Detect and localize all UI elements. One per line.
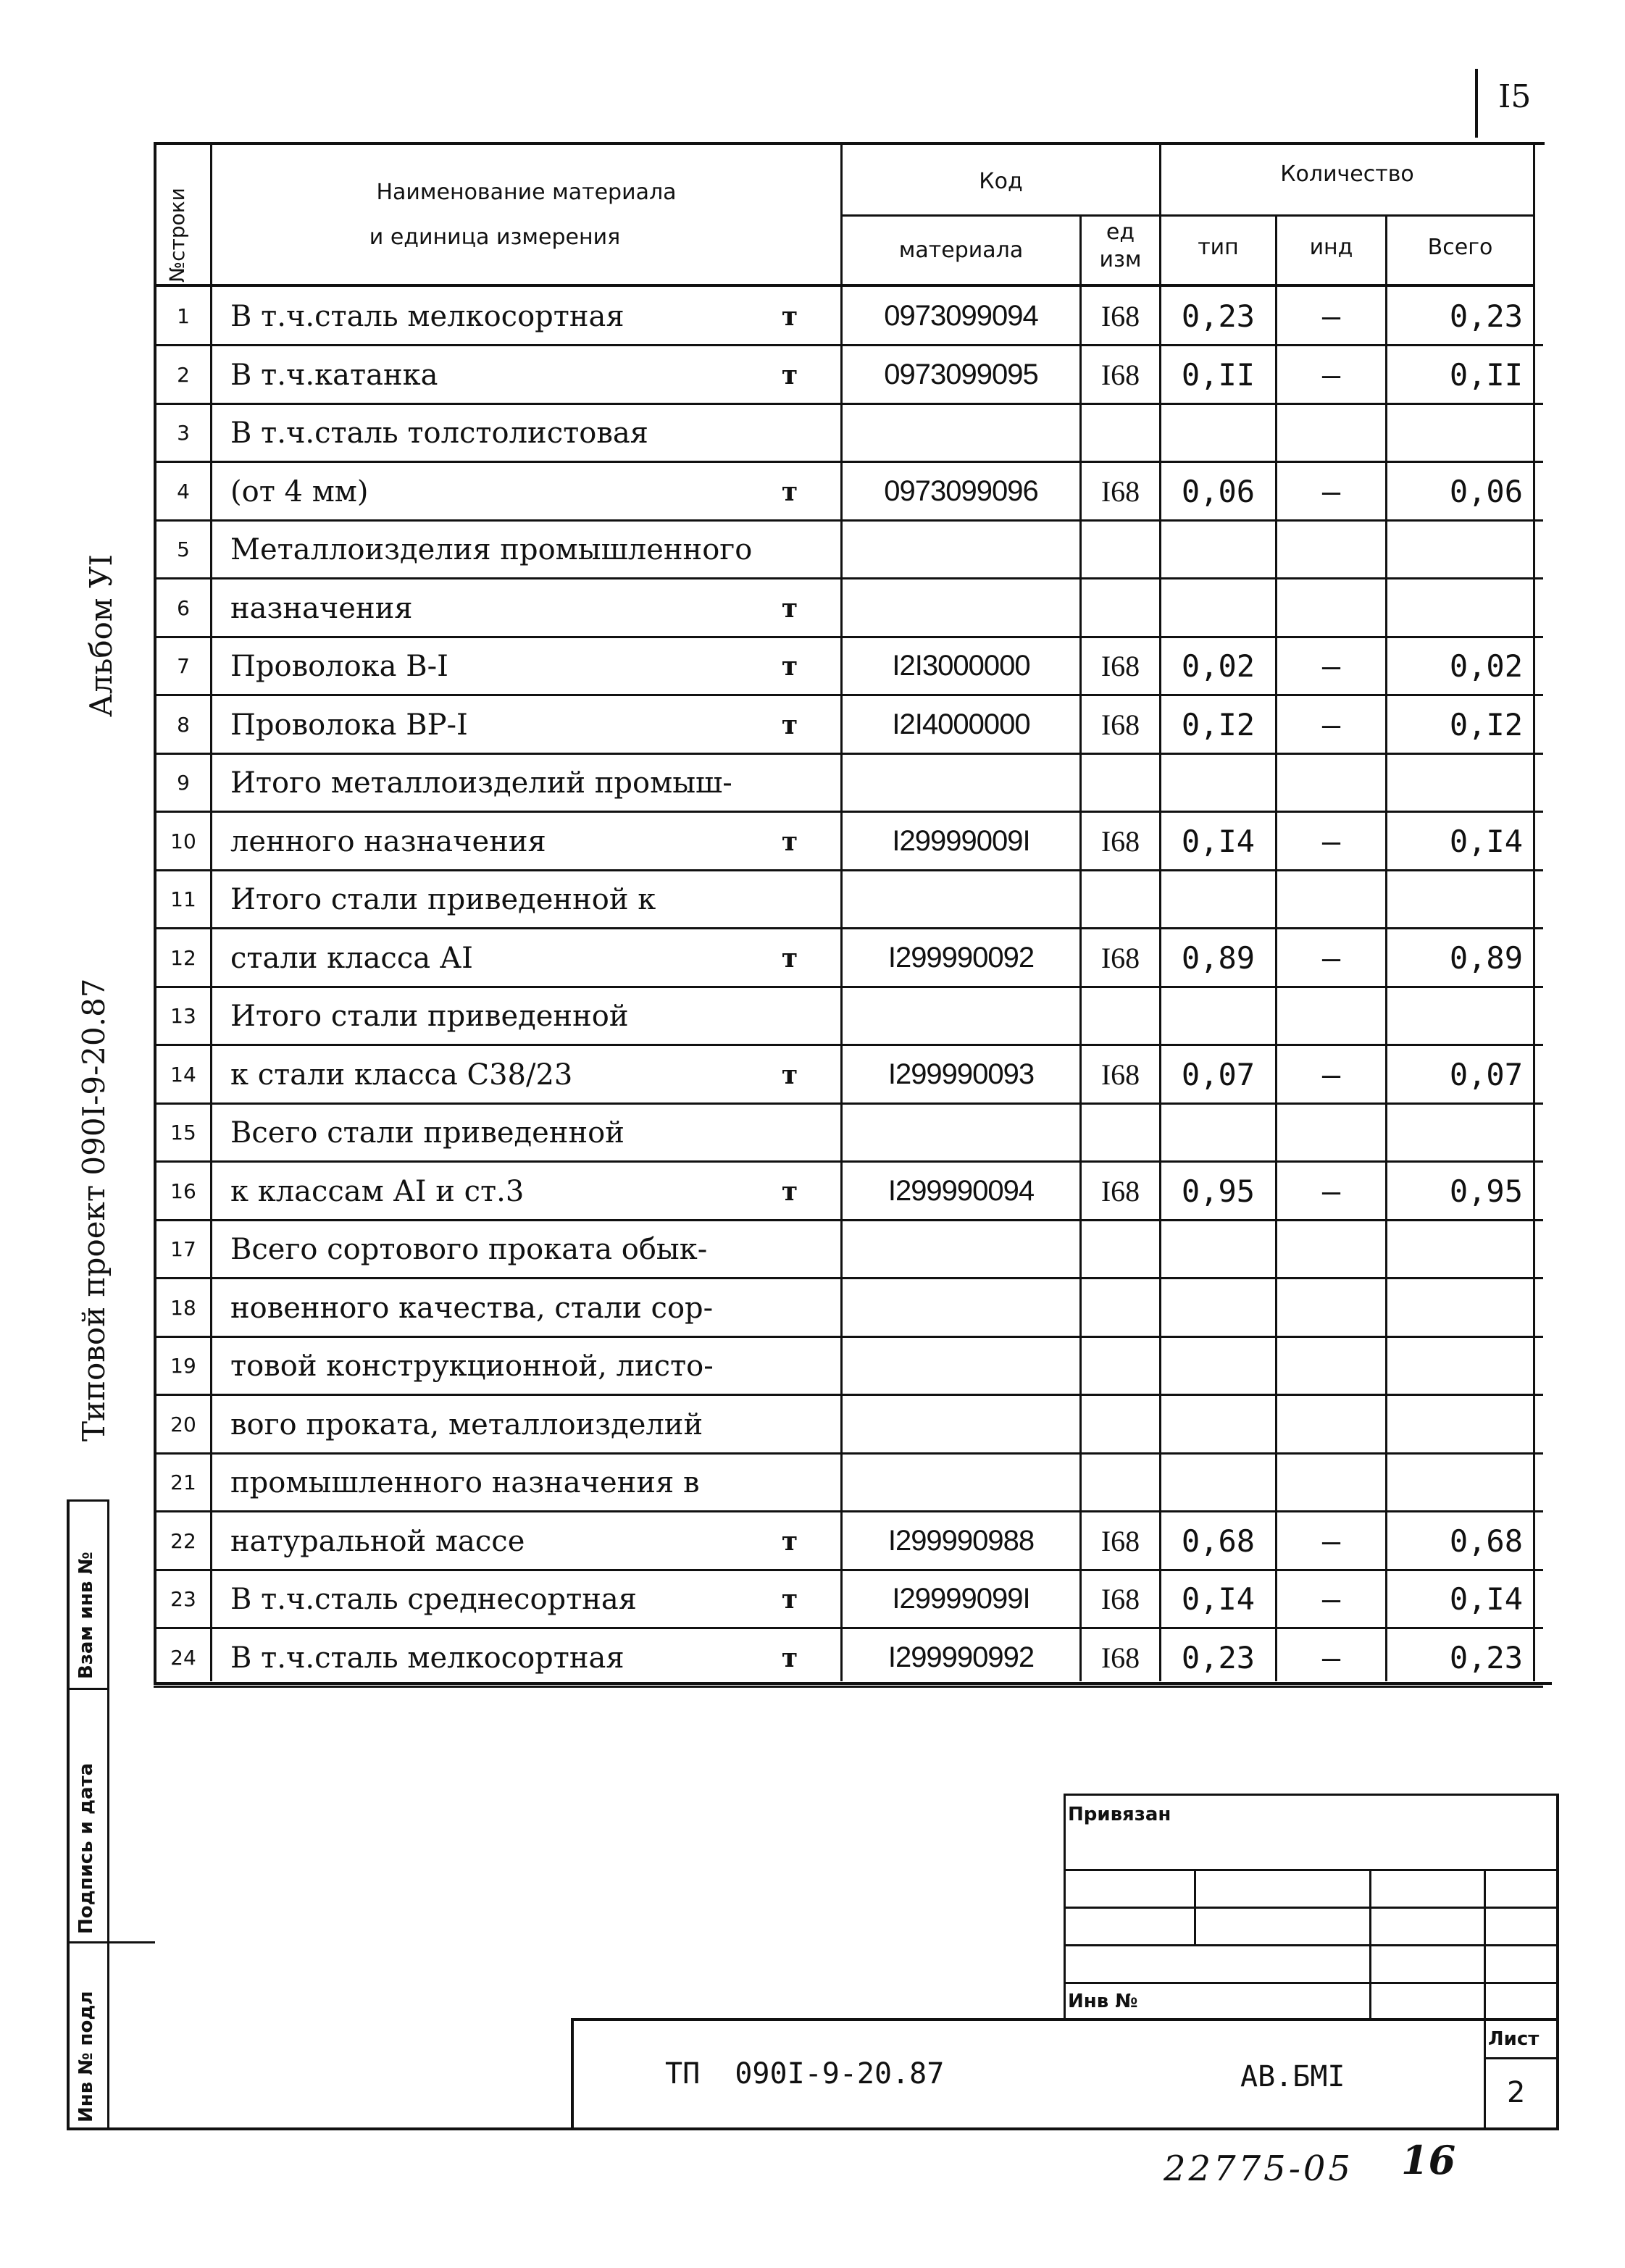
material-name: Всего стали приведенной xyxy=(230,1116,624,1150)
quantity-type: 0,II xyxy=(1181,357,1256,393)
unit-of-measure: т xyxy=(781,1583,798,1615)
row-number: 21 xyxy=(170,1470,196,1494)
material-code xyxy=(843,1279,1079,1337)
quantity-total xyxy=(1387,870,1533,929)
unit-of-measure xyxy=(753,403,826,462)
quantity-ind xyxy=(1277,1103,1385,1162)
row-number: 3 xyxy=(177,421,190,445)
unit-of-measure: т xyxy=(781,301,798,332)
material-name: промышленного назначения в xyxy=(230,1465,700,1499)
material-name: В т.ч.сталь среднесортная xyxy=(230,1582,637,1616)
row-number: 14 xyxy=(170,1063,196,1087)
quantity-total xyxy=(1387,1103,1533,1162)
material-code xyxy=(843,1336,1079,1395)
unit-of-measure xyxy=(753,753,826,812)
material-code xyxy=(843,753,1079,812)
unit-of-measure: т xyxy=(781,1526,798,1557)
material-code xyxy=(843,870,1079,929)
stamp-sheet-label: Лист xyxy=(1488,2028,1540,2050)
unit-of-measure xyxy=(753,1395,826,1454)
unit-of-measure: т xyxy=(781,1059,798,1090)
quantity-type: 0,I4 xyxy=(1181,824,1256,859)
quantity-ind: – xyxy=(1321,474,1341,509)
material-name: товой конструкционной, листо- xyxy=(230,1349,714,1383)
stamp-inv-no: Инв № xyxy=(1068,1991,1138,2012)
unit-of-measure: т xyxy=(781,593,798,624)
material-code: I29999009I xyxy=(892,825,1030,857)
quantity-total xyxy=(1387,403,1533,462)
quantity-total: 0,07 xyxy=(1449,1057,1523,1092)
unit-code: I68 xyxy=(1100,1583,1140,1615)
quantity-ind: – xyxy=(1321,1057,1341,1092)
unit-code: I68 xyxy=(1100,1525,1140,1557)
row-number: 9 xyxy=(177,771,190,795)
row-number: 17 xyxy=(170,1237,196,1261)
material-code: I2I3000000 xyxy=(892,650,1030,682)
material-name: Проволока В-I xyxy=(230,649,448,683)
material-name: ленного назначения xyxy=(230,824,546,858)
row-number: 16 xyxy=(170,1179,196,1203)
side-podpis-data: Подпись и дата xyxy=(75,1762,97,1934)
quantity-total xyxy=(1387,1220,1533,1279)
side-album: Альбом УI xyxy=(83,554,119,717)
material-name: Итого металлоизделий промыш- xyxy=(230,766,732,800)
material-name: В т.ч.сталь толстолистовая xyxy=(230,416,648,450)
row-number: 4 xyxy=(177,480,190,503)
quantity-ind: – xyxy=(1321,357,1341,393)
quantity-total: 0,23 xyxy=(1449,298,1523,334)
material-code xyxy=(843,403,1079,462)
material-name: натуральной массе xyxy=(230,1524,525,1558)
header-row-no: №строки xyxy=(165,188,189,283)
header-ind: инд xyxy=(1309,235,1353,260)
row-number: 12 xyxy=(170,946,196,970)
unit-of-measure xyxy=(753,1279,826,1337)
unit-code: I68 xyxy=(1100,359,1140,391)
unit-code xyxy=(1082,1453,1159,1512)
quantity-total: 0,68 xyxy=(1449,1523,1523,1559)
material-name: к стали класса С38/23 xyxy=(230,1058,573,1092)
quantity-total xyxy=(1387,1279,1533,1337)
material-name: вого проката, металлоизделий xyxy=(230,1407,703,1441)
material-code xyxy=(843,1395,1079,1454)
unit-code xyxy=(1082,1279,1159,1337)
unit-of-measure: т xyxy=(781,709,798,740)
quantity-ind: – xyxy=(1321,648,1341,684)
row-number: 5 xyxy=(177,537,190,561)
header-name-line1: Наименование материала xyxy=(376,179,677,205)
material-name: Итого стали приведенной xyxy=(230,999,629,1033)
row-number: 6 xyxy=(177,596,190,620)
unit-code xyxy=(1082,1220,1159,1279)
unit-code xyxy=(1082,520,1159,579)
material-code: 0973099096 xyxy=(884,475,1038,507)
quantity-type xyxy=(1161,1453,1275,1512)
material-name: Проволока ВР-I xyxy=(230,708,468,742)
quantity-type xyxy=(1161,753,1275,812)
row-number: 19 xyxy=(170,1354,196,1378)
quantity-type: 0,23 xyxy=(1181,298,1256,334)
unit-code xyxy=(1082,1395,1159,1454)
quantity-type xyxy=(1161,870,1275,929)
unit-of-measure: т xyxy=(781,650,798,682)
quantity-type xyxy=(1161,987,1275,1045)
stamp-doc-code: ТП 090I-9-20.87 xyxy=(665,2057,945,2091)
unit-of-measure: т xyxy=(781,1642,798,1673)
quantity-ind xyxy=(1277,1336,1385,1395)
row-number: 8 xyxy=(177,713,190,737)
quantity-type xyxy=(1161,1395,1275,1454)
quantity-ind: – xyxy=(1321,1640,1341,1675)
quantity-total xyxy=(1387,1395,1533,1454)
quantity-ind xyxy=(1277,579,1385,637)
quantity-type: 0,89 xyxy=(1181,940,1256,976)
unit-code xyxy=(1082,1336,1159,1395)
header-type: тип xyxy=(1198,235,1239,260)
unit-code: I68 xyxy=(1100,942,1140,974)
material-name: Итого стали приведенной к xyxy=(230,882,656,916)
quantity-type: 0,02 xyxy=(1181,648,1256,684)
row-number: 2 xyxy=(177,363,190,387)
quantity-type: 0,06 xyxy=(1181,474,1256,509)
header-unit-line2: изм xyxy=(1099,246,1142,272)
quantity-total: 0,I4 xyxy=(1449,1581,1523,1617)
material-code xyxy=(843,579,1079,637)
material-code xyxy=(843,987,1079,1045)
quantity-type: 0,I4 xyxy=(1181,1581,1256,1617)
quantity-total: 0,95 xyxy=(1449,1173,1523,1209)
material-name: (от 4 мм) xyxy=(230,474,369,509)
row-number: 20 xyxy=(170,1413,196,1436)
quantity-type: 0,23 xyxy=(1181,1640,1256,1675)
unit-code: I68 xyxy=(1100,1058,1140,1091)
page-number: I5 xyxy=(1498,78,1532,115)
quantity-ind: – xyxy=(1321,1173,1341,1209)
material-code: I299990093 xyxy=(887,1058,1035,1090)
unit-code: I68 xyxy=(1100,650,1140,682)
stamp-sheet-no: 2 xyxy=(1507,2076,1526,2109)
header-quantity: Количество xyxy=(1280,161,1414,187)
material-code xyxy=(843,1220,1079,1279)
unit-code xyxy=(1082,870,1159,929)
unit-of-measure: т xyxy=(781,476,798,507)
unit-of-measure: т xyxy=(781,359,798,390)
row-number: 23 xyxy=(170,1587,196,1611)
material-name: назначения xyxy=(230,591,413,625)
material-name: В т.ч.сталь мелкосортная xyxy=(230,299,624,333)
quantity-ind: – xyxy=(1321,1523,1341,1559)
unit-code: I68 xyxy=(1100,300,1140,332)
unit-code xyxy=(1082,753,1159,812)
quantity-total: 0,I2 xyxy=(1449,707,1523,742)
quantity-type: 0,68 xyxy=(1181,1523,1256,1559)
material-code: I299990992 xyxy=(887,1641,1035,1673)
unit-of-measure xyxy=(753,1453,826,1512)
quantity-total xyxy=(1387,987,1533,1045)
row-number: 7 xyxy=(177,654,190,678)
quantity-ind xyxy=(1277,1453,1385,1512)
quantity-total: 0,02 xyxy=(1449,648,1523,684)
quantity-ind xyxy=(1277,987,1385,1045)
unit-of-measure xyxy=(753,1336,826,1395)
quantity-ind: – xyxy=(1321,298,1341,334)
quantity-ind: – xyxy=(1321,940,1341,976)
side-vzam-inv: Взам инв № xyxy=(75,1552,97,1679)
unit-code: I68 xyxy=(1100,708,1140,741)
material-code: 0973099094 xyxy=(884,300,1038,332)
quantity-type xyxy=(1161,1279,1275,1337)
quantity-type xyxy=(1161,520,1275,579)
material-name: В т.ч.катанка xyxy=(230,358,438,392)
material-name: стали класса АI xyxy=(230,941,473,975)
header-code: Код xyxy=(979,168,1023,194)
quantity-total xyxy=(1387,1336,1533,1395)
quantity-type xyxy=(1161,1103,1275,1162)
quantity-total xyxy=(1387,520,1533,579)
quantity-total: 0,II xyxy=(1449,357,1523,393)
unit-of-measure xyxy=(753,520,826,579)
row-number: 15 xyxy=(170,1121,196,1145)
side-project: Типовой проект 090I-9-20.87 xyxy=(76,978,112,1441)
quantity-total xyxy=(1387,579,1533,637)
quantity-ind: – xyxy=(1321,824,1341,859)
unit-of-measure xyxy=(753,870,826,929)
quantity-ind xyxy=(1277,1279,1385,1337)
quantity-ind xyxy=(1277,753,1385,812)
unit-of-measure: т xyxy=(781,826,798,857)
quantity-total: 0,23 xyxy=(1449,1640,1523,1675)
header-unit-line1: ед xyxy=(1106,219,1135,245)
material-code: I299990094 xyxy=(887,1175,1035,1207)
material-code: I299990988 xyxy=(887,1525,1035,1557)
header-code-material: материала xyxy=(898,238,1024,263)
header-name-line2: и единица измерения xyxy=(369,224,621,250)
unit-of-measure xyxy=(753,987,826,1045)
footer-extra: 16 xyxy=(1401,2137,1456,2183)
quantity-total xyxy=(1387,753,1533,812)
unit-of-measure xyxy=(753,1103,826,1162)
material-name: В т.ч.сталь мелкосортная xyxy=(230,1641,624,1675)
stamp-privyazan: Привязан xyxy=(1068,1804,1171,1825)
quantity-type: 0,07 xyxy=(1181,1057,1256,1092)
header-total: Всего xyxy=(1427,235,1493,260)
unit-code xyxy=(1082,403,1159,462)
material-code: I29999099I xyxy=(892,1583,1030,1615)
side-inv-podl: Инв № подл xyxy=(75,1991,97,2122)
row-number: 11 xyxy=(170,887,196,911)
unit-code xyxy=(1082,987,1159,1045)
quantity-ind xyxy=(1277,520,1385,579)
material-code xyxy=(843,1103,1079,1162)
material-code xyxy=(843,1453,1079,1512)
row-number: 13 xyxy=(170,1004,196,1028)
quantity-type xyxy=(1161,1336,1275,1395)
row-number: 1 xyxy=(177,304,190,328)
unit-of-measure: т xyxy=(781,1176,798,1207)
stamp-mark: АВ.БМI xyxy=(1240,2060,1345,2093)
quantity-ind xyxy=(1277,1395,1385,1454)
quantity-ind: – xyxy=(1321,1581,1341,1617)
unit-of-measure: т xyxy=(781,942,798,974)
quantity-type xyxy=(1161,579,1275,637)
row-number: 24 xyxy=(170,1646,196,1670)
material-code: I2I4000000 xyxy=(892,708,1030,740)
material-name: новенного качества, стали сор- xyxy=(230,1291,714,1325)
unit-code: I68 xyxy=(1100,475,1140,508)
quantity-type: 0,95 xyxy=(1181,1173,1256,1209)
row-number: 10 xyxy=(170,829,196,853)
quantity-ind xyxy=(1277,1220,1385,1279)
unit-code: I68 xyxy=(1100,1175,1140,1208)
footer-number: 22775-05 xyxy=(1164,2148,1353,2189)
quantity-total: 0,89 xyxy=(1449,940,1523,976)
quantity-type xyxy=(1161,1220,1275,1279)
quantity-ind: – xyxy=(1321,707,1341,742)
quantity-type: 0,I2 xyxy=(1181,707,1256,742)
material-name: к классам АI и ст.3 xyxy=(230,1174,525,1208)
quantity-total: 0,06 xyxy=(1449,474,1523,509)
unit-of-measure xyxy=(753,1220,826,1279)
material-name: Металлоизделия промышленного xyxy=(230,532,753,566)
material-code: 0973099095 xyxy=(884,359,1038,390)
unit-code xyxy=(1082,1103,1159,1162)
row-number: 22 xyxy=(170,1529,196,1553)
quantity-total xyxy=(1387,1453,1533,1512)
unit-code: I68 xyxy=(1100,1641,1140,1674)
quantity-type xyxy=(1161,403,1275,462)
unit-code: I68 xyxy=(1100,825,1140,858)
row-number: 18 xyxy=(170,1296,196,1320)
unit-code xyxy=(1082,579,1159,637)
quantity-ind xyxy=(1277,870,1385,929)
quantity-total: 0,I4 xyxy=(1449,824,1523,859)
quantity-ind xyxy=(1277,403,1385,462)
material-code xyxy=(843,520,1079,579)
material-name: Всего сортового проката обык- xyxy=(230,1232,708,1266)
material-code: I299990092 xyxy=(887,942,1035,974)
